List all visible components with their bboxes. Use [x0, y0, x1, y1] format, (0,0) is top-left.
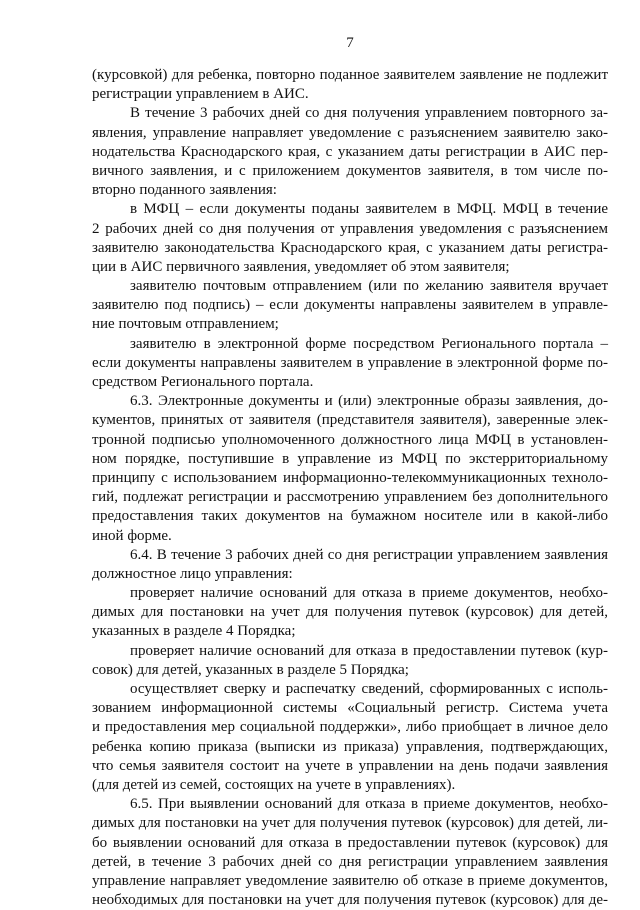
text-line: 6.5. При выявлении оснований для отказа в приеме документов, необхо- — [130, 796, 608, 813]
document-body — [92, 66, 608, 910]
text-line: нодательства Краснодарского края, с указанием даты регистрации в АИС пер- — [92, 143, 608, 160]
text-line: средством Регионального портала. — [92, 374, 314, 390]
text-line: детей, в течение 3 рабочих дней со дня регистрации управлением заявления — [92, 853, 608, 870]
text-line: проверяет наличие оснований для отказа в приеме документов, необхо- — [130, 585, 608, 602]
text-line: необходимых для постановки на учет для получения путевок (курсовок) для де- — [92, 892, 608, 909]
text-line: заявителю под подпись) – если документы направлены заявителем в управле- — [92, 297, 608, 314]
text-line: совок) для детей, указанных в разделе 5 Порядка; — [92, 661, 409, 678]
text-line: предоставления таких документов на бумажном носителе или в какой-либо — [92, 508, 608, 525]
text-line: что семья заявителя состоит на учете в управлении на день подачи заявления — [92, 757, 608, 774]
document-page — [92, 34, 608, 910]
text-line: (курсовкой) для ребенка, повторно поданное заявителем заявление не подлежит — [92, 67, 608, 83]
text-line: если документы направлены заявителем в управление в электронной форме по- — [92, 354, 608, 371]
text-line: бо выявлении оснований для отказа в предоставлении путевок (курсовок) для — [92, 834, 608, 851]
text-line: димых для постановки на учет для получения путевок (курсовок) для детей, — [92, 604, 608, 621]
text-line: иной форме. — [92, 527, 172, 544]
text-line: ние почтовым отправлением; — [92, 316, 279, 333]
text-line: (для детей из семей, состоящих на учете в управлениях). — [92, 776, 456, 793]
text-line: 2 рабочих дней со дня получения от управления уведомления с разъяснением — [92, 220, 608, 237]
page-number: 7 — [346, 35, 354, 51]
text-line: кументов, принятых от заявителя (представителя заявителя), заверенные элек- — [92, 412, 608, 429]
text-line: явления, управление направляет уведомление с разъяснением заявителю зако- — [92, 124, 608, 141]
text-line: в МФЦ – если документы поданы заявителем в МФЦ. МФЦ в течение — [130, 201, 608, 218]
text-line: тронной подписью уполномоченного должностного лица МФЦ в установлен- — [92, 431, 608, 448]
text-line: ном порядке, поступившие в управление из МФЦ по экстерриториальному — [92, 450, 608, 467]
text-line: вичного заявления, и с приложением документов заявителя, в том числе по- — [92, 162, 608, 179]
text-line: принципу с использованием информационно-телекоммуникационных техноло- — [92, 469, 608, 486]
text-line: должностное лицо управления: — [92, 565, 293, 582]
text-line: вторно поданного заявления: — [92, 182, 277, 199]
text-line: зованием информационной системы «Социальный регистр. Система учета — [92, 700, 608, 717]
text-line: регистрации управлением в АИС. — [92, 86, 309, 103]
text-line: В течение 3 рабочих дней со дня получения управлением повторного за- — [130, 105, 608, 122]
text-line: и предоставления мер социальной поддержки», либо приобщает в личное дело — [92, 719, 608, 736]
text-line: гий, подлежат регистрации и рассмотрению управлением без дополнительного — [92, 489, 608, 506]
text-line: заявителю почтовым отправлением (или по желанию заявителя вручает — [130, 278, 608, 295]
text-line: управление направляет уведомление заявителю об отказе в приеме документов, — [92, 872, 608, 889]
text-line: осуществляет сверку и распечатку сведений, сформированных с исполь- — [130, 681, 608, 697]
text-line: ции в АИС первичного заявления, уведомляет об этом заявителя; — [92, 258, 510, 275]
text-line: 6.4. В течение 3 рабочих дней со дня регистрации управлением заявления — [130, 546, 608, 563]
text-line: ребенка копию приказа (выписки из приказа) управления, подтверждающих, — [92, 738, 608, 755]
text-line: заявителю законодательства Краснодарского края, с указанием даты регистра- — [92, 239, 608, 256]
text-line: 6.3. Электронные документы и (или) электронные образы заявления, до- — [130, 393, 608, 410]
text-line: проверяет наличие оснований для отказа в предоставлении путевок (кур- — [130, 642, 608, 659]
text-line: указанных в разделе 4 Порядка; — [92, 623, 296, 640]
text-line: димых для постановки на учет для получения путевок (курсовок) для детей, ли- — [92, 815, 608, 832]
text-line: заявителю в электронной форме посредством Регионального портала – — [130, 335, 608, 352]
